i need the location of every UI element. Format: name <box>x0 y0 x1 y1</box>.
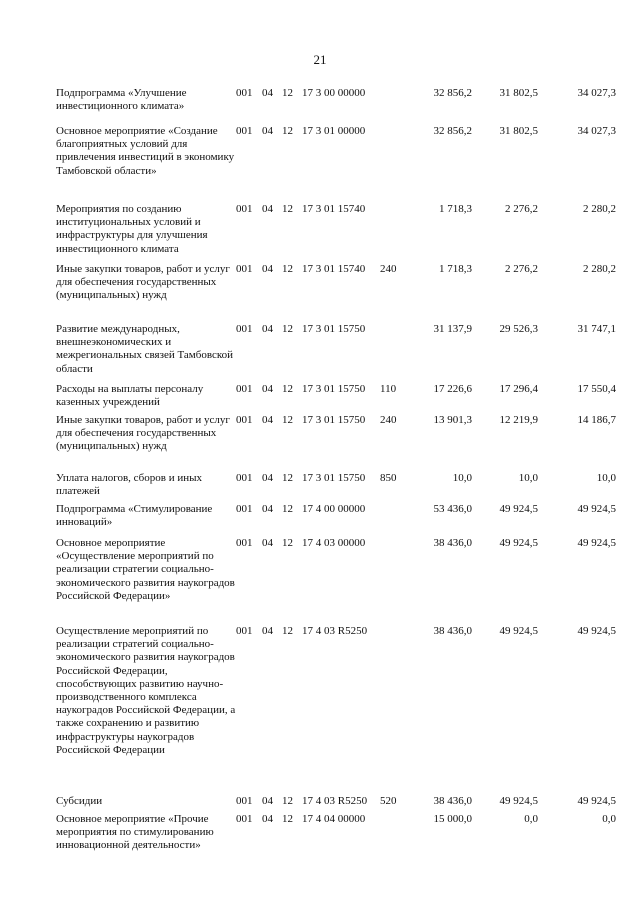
expense-type: 240 <box>380 263 397 275</box>
amount-year-2: 49 924,5 <box>499 537 538 549</box>
table-row <box>56 323 616 383</box>
ministry-code: 001 <box>236 125 253 137</box>
ministry-code: 001 <box>236 537 253 549</box>
amount-year-1: 32 856,2 <box>433 87 472 99</box>
ministry-code: 001 <box>236 625 253 637</box>
budget-table <box>56 87 616 858</box>
amount-year-3: 34 027,3 <box>577 87 616 99</box>
table-row <box>56 503 616 537</box>
amount-year-2: 17 296,4 <box>499 383 538 395</box>
amount-year-1: 53 436,0 <box>433 503 472 515</box>
amount-year-2: 10,0 <box>518 472 538 484</box>
table-row <box>56 383 616 414</box>
amount-year-2: 31 802,5 <box>499 125 538 137</box>
row-name: Субсидии <box>56 795 103 807</box>
amount-year-3: 31 747,1 <box>577 323 616 335</box>
amount-year-3: 49 924,5 <box>577 625 616 637</box>
section-code: 04 <box>262 203 273 215</box>
expense-type: 850 <box>380 472 397 484</box>
ministry-code: 001 <box>236 795 253 807</box>
target-article: 17 3 00 00000 <box>302 87 366 99</box>
amount-year-2: 49 924,5 <box>499 625 538 637</box>
table-row <box>56 203 616 263</box>
table-row <box>56 125 616 203</box>
ministry-code: 001 <box>236 263 253 275</box>
amount-year-2: 2 276,2 <box>505 263 538 275</box>
amount-year-2: 49 924,5 <box>499 503 538 515</box>
section-code: 04 <box>262 383 273 395</box>
amount-year-3: 14 186,7 <box>577 414 616 426</box>
row-name: Иные закупки товаров, работ и услуг для обеспечения государственных (муниципальных) нужд <box>56 414 230 453</box>
section-code: 04 <box>262 263 273 275</box>
subsection-code: 12 <box>282 125 293 137</box>
ministry-code: 001 <box>236 383 253 395</box>
subsection-code: 12 <box>282 625 293 637</box>
section-code: 04 <box>262 87 273 99</box>
amount-year-3: 49 924,5 <box>577 537 616 549</box>
amount-year-3: 49 924,5 <box>577 795 616 807</box>
row-name: Подпрограмма «Стимулирование инноваций» <box>56 503 213 529</box>
amount-year-2: 12 219,9 <box>499 414 538 426</box>
expense-type: 240 <box>380 414 397 426</box>
ministry-code: 001 <box>236 472 253 484</box>
amount-year-3: 34 027,3 <box>577 125 616 137</box>
table-row <box>56 87 616 125</box>
row-name: Основное мероприятие «Создание благоприятных условий для привлечения инвестиций в экономику Тамбовской области» <box>56 125 235 177</box>
row-name: Расходы на выплаты персоналу казенных учреждений <box>56 383 204 409</box>
section-code: 04 <box>262 472 273 484</box>
target-article: 17 4 03 R5250 <box>302 795 368 807</box>
subsection-code: 12 <box>282 813 293 825</box>
subsection-code: 12 <box>282 203 293 215</box>
subsection-code: 12 <box>282 472 293 484</box>
amount-year-2: 49 924,5 <box>499 795 538 807</box>
table-row <box>56 472 616 503</box>
section-code: 04 <box>262 125 273 137</box>
target-article: 17 3 01 15750 <box>302 472 366 484</box>
amount-year-3: 49 924,5 <box>577 503 616 515</box>
expense-type: 110 <box>380 383 397 395</box>
row-name: Основное мероприятие «Осуществление мероприятий по реализации стратегии социально-экономического развития наукоградов Российской Федерации» <box>56 537 235 602</box>
amount-year-3: 17 550,4 <box>577 383 616 395</box>
amount-year-1: 31 137,9 <box>433 323 472 335</box>
row-name: Основное мероприятие «Прочие мероприятия по стимулированию инновационной деятельности» <box>56 813 214 852</box>
table-row <box>56 263 616 323</box>
section-code: 04 <box>262 503 273 515</box>
amount-year-3: 10,0 <box>596 472 616 484</box>
subsection-code: 12 <box>282 795 293 807</box>
amount-year-3: 2 280,2 <box>583 263 616 275</box>
table-row <box>56 813 616 858</box>
subsection-code: 12 <box>282 323 293 335</box>
row-name: Иные закупки товаров, работ и услуг для обеспечения государственных (муниципальных) нужд <box>56 263 230 302</box>
target-article: 17 3 01 15750 <box>302 323 366 335</box>
section-code: 04 <box>262 813 273 825</box>
amount-year-2: 2 276,2 <box>505 203 538 215</box>
amount-year-1: 13 901,3 <box>433 414 472 426</box>
subsection-code: 12 <box>282 383 293 395</box>
target-article: 17 3 01 15750 <box>302 383 366 395</box>
amount-year-1: 10,0 <box>452 472 472 484</box>
amount-year-2: 0,0 <box>524 813 538 825</box>
table-row <box>56 795 616 813</box>
target-article: 17 3 01 15740 <box>302 263 366 275</box>
target-article: 17 4 04 00000 <box>302 813 366 825</box>
ministry-code: 001 <box>236 203 253 215</box>
table-row <box>56 625 616 795</box>
amount-year-1: 1 718,3 <box>439 203 472 215</box>
amount-year-1: 1 718,3 <box>439 263 472 275</box>
amount-year-2: 31 802,5 <box>499 87 538 99</box>
row-name: Мероприятия по созданию институциональных условий и инфраструктуры для улучшения инвестиционного климата <box>56 203 208 255</box>
amount-year-2: 29 526,3 <box>499 323 538 335</box>
ministry-code: 001 <box>236 323 253 335</box>
row-name: Развитие международных, внешнеэкономических и межрегиональных связей Тамбовской области <box>56 323 234 375</box>
row-name: Осуществление мероприятий по реализации стратегий социально-экономического развития наукоградов Российской Федерации, способствующих развитию научно-производственного комплекса наукоградов Российской Федерации, а также сохранению и развитию инфраструктуры наукоградов Российской Федерации <box>56 625 236 756</box>
ministry-code: 001 <box>236 87 253 99</box>
amount-year-1: 38 436,0 <box>433 795 472 807</box>
target-article: 17 4 03 R5250 <box>302 625 368 637</box>
expense-type: 520 <box>380 795 397 807</box>
subsection-code: 12 <box>282 414 293 426</box>
subsection-code: 12 <box>282 87 293 99</box>
subsection-code: 12 <box>282 537 293 549</box>
section-code: 04 <box>262 323 273 335</box>
amount-year-1: 15 000,0 <box>433 813 472 825</box>
section-code: 04 <box>262 795 273 807</box>
ministry-code: 001 <box>236 414 253 426</box>
row-name: Подпрограмма «Улучшение инвестиционного климата» <box>56 87 187 113</box>
target-article: 17 3 01 00000 <box>302 125 366 137</box>
target-article: 17 3 01 15740 <box>302 203 366 215</box>
target-article: 17 4 00 00000 <box>302 503 366 515</box>
section-code: 04 <box>262 625 273 637</box>
amount-year-3: 2 280,2 <box>583 203 616 215</box>
subsection-code: 12 <box>282 503 293 515</box>
ministry-code: 001 <box>236 503 253 515</box>
page-number: 21 <box>313 52 327 67</box>
target-article: 17 3 01 15750 <box>302 414 366 426</box>
section-code: 04 <box>262 414 273 426</box>
target-article: 17 4 03 00000 <box>302 537 366 549</box>
subsection-code: 12 <box>282 263 293 275</box>
section-code: 04 <box>262 537 273 549</box>
amount-year-1: 38 436,0 <box>433 537 472 549</box>
amount-year-3: 0,0 <box>602 813 616 825</box>
table-row <box>56 414 616 472</box>
amount-year-1: 38 436,0 <box>433 625 472 637</box>
amount-year-1: 32 856,2 <box>433 125 472 137</box>
row-name: Уплата налогов, сборов и иных платежей <box>56 472 203 498</box>
table-row <box>56 537 616 625</box>
amount-year-1: 17 226,6 <box>433 383 472 395</box>
ministry-code: 001 <box>236 813 253 825</box>
